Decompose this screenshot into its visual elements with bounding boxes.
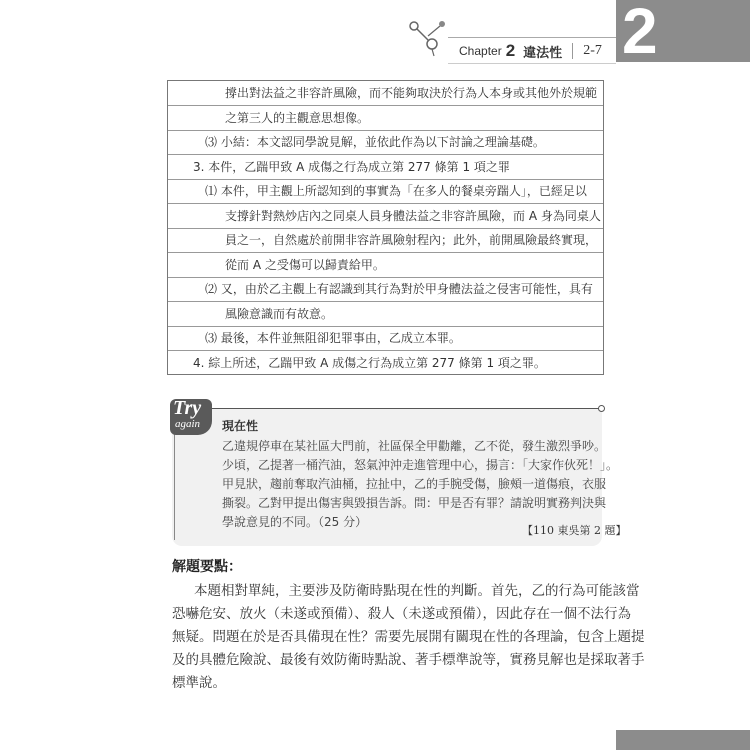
table-row-text: ⑶ 最後，本件並無阻卻犯罪事由，乙成立本罪。 [205, 331, 461, 345]
table-row [168, 253, 603, 278]
try-again-badge-top: Try [173, 397, 202, 419]
question-line: 甲見狀，趨前奪取汽油桶，拉扯中，乙的手腕受傷，臉頰一道傷痕，衣服 [222, 477, 607, 491]
analysis-title: 解題要點： [172, 559, 242, 575]
table-row [168, 155, 603, 180]
chapter-tab-number: 2 [622, 0, 658, 67]
chapter-title: 違法性 [523, 45, 563, 61]
table-row-text: 4. 綜上所述，乙踹甲致 A 成傷之行為成立第 277 條第 1 項之罪。 [193, 355, 546, 370]
try-again-side-rule [174, 430, 175, 540]
header-rule-top [448, 37, 616, 38]
analysis-line: 無疑。問題在於是否具備現在性？需要先展開有關現在性的各理論，包含上題提 [172, 629, 645, 645]
answer-table [167, 80, 604, 375]
try-again-rule [208, 408, 600, 409]
question-line: 撕裂。乙對甲提出傷害與毀損告訴。問：甲是否有罪？請說明實務判決與 [222, 496, 607, 510]
question-line: 學說意見的不同。（25 分） [222, 515, 368, 529]
header-rule-bottom [448, 63, 616, 64]
table-row [168, 351, 603, 375]
try-again-badge-bottom: again [175, 418, 201, 430]
page-corner-block [616, 730, 750, 750]
table-row [168, 130, 603, 155]
table-row [168, 106, 603, 131]
chapter-number: 2 [505, 41, 516, 60]
page-number: 2-7 [583, 43, 602, 58]
running-header [459, 41, 602, 61]
table-row [168, 228, 603, 253]
chapter-label: Chapter [459, 44, 502, 58]
table-row [168, 277, 603, 302]
chapter-tab [616, 0, 750, 67]
table-row-text: 支撐針對熱炒店內之同桌人員身體法益之非容許風險，而 A 身為同桌人 [225, 208, 601, 223]
table-row-text: 之第三人的主觀意思想像。 [225, 110, 370, 125]
table-row-text: ⑵ 又，由於乙主觀上有認識到其行為對於甲身體法益之侵害可能性，具有 [205, 282, 593, 296]
table-row [168, 179, 603, 204]
table-row-text: 撐出對法益之非容許風險，而不能夠取決於行為人本身或其他外於規範 [225, 86, 598, 100]
table-row [168, 204, 603, 229]
try-again-rule-end-icon [598, 405, 605, 412]
table-row-text: 風險意識而有故意。 [225, 306, 334, 321]
table-row-text: 3. 本件，乙踹甲致 A 成傷之行為成立第 277 條第 1 項之罪 [193, 159, 510, 174]
header-separator [572, 43, 573, 59]
table-row [168, 302, 603, 327]
table-row-text: 從而 A 之受傷可以歸責給甲。 [225, 257, 385, 272]
analysis-line: 及的具體危險說、最後有效防衛時點說、著手標準說等，實務見解也是採取著手 [172, 652, 645, 668]
analysis-line: 本題相對單純，主要涉及防衛時點現在性的判斷。首先，乙的行為可能該當 [194, 583, 640, 599]
analysis-line: 標準說。 [172, 675, 226, 691]
table-row-text: ⑶ 小結：本文認同學說見解，並依此作為以下討論之理論基礎。 [205, 135, 545, 149]
table-row [168, 326, 603, 351]
try-again-badge [170, 399, 212, 435]
question-line: 乙違規停車在某社區大門前，社區保全甲勸離，乙不從，發生激烈爭吵。 [222, 439, 607, 453]
question-source: 【110 東吳第 2 題】 [522, 524, 627, 537]
table-row-text: 員之一，自然處於前開非容許風險射程內；此外，前開風險最終實現， [225, 233, 598, 247]
figure-decoration-icon [404, 16, 450, 58]
analysis-line: 恐嚇危安、放火（未遂或預備）、殺人（未遂或預備），因此存在一個不法行為 [172, 606, 631, 622]
table-row-text: ⑴ 本件，甲主觀上所認知到的事實為「在多人的餐桌旁踹人」，已經足以 [205, 184, 587, 198]
question-title: 現在性 [222, 419, 259, 433]
question-line: 少頃，乙提著一桶汽油，怒氣沖沖走進管理中心，揚言：「大家作伙死！」。 [222, 458, 619, 472]
table-row [168, 81, 603, 106]
